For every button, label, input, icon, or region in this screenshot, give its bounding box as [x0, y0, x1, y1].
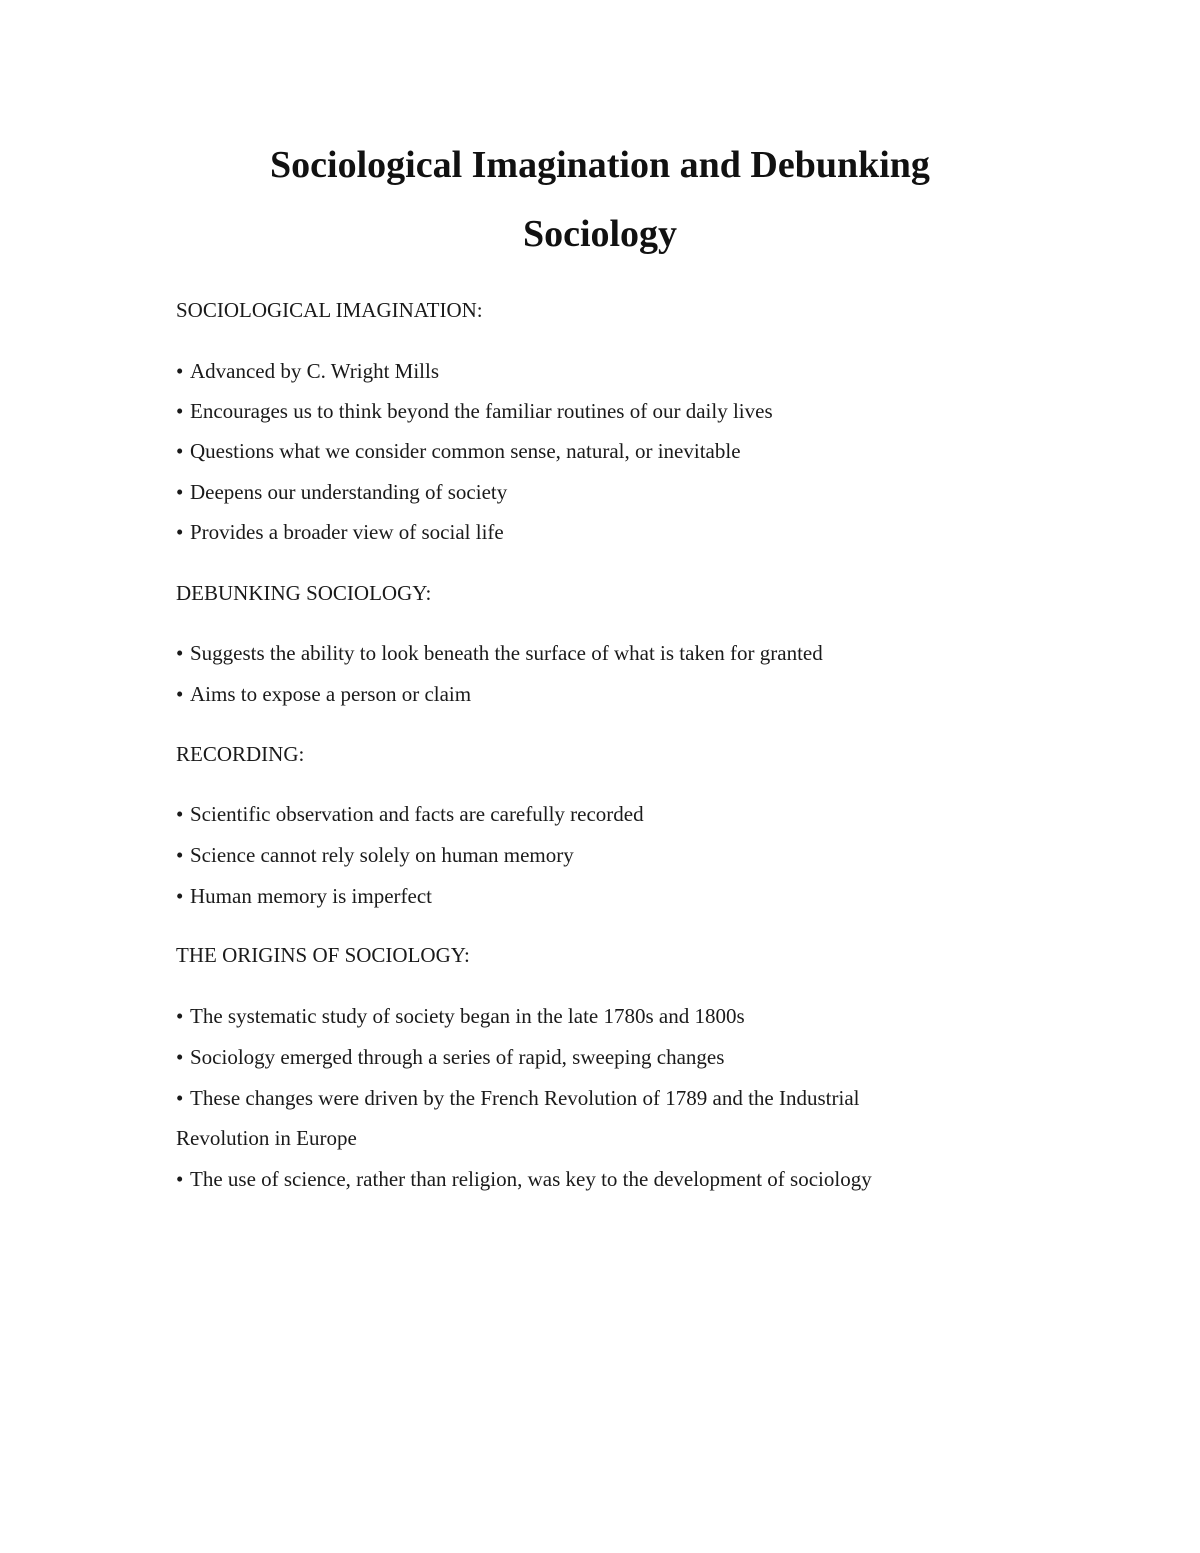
bullet-icon: •: [176, 682, 184, 706]
bullet-text: The use of science, rather than religion, was key to the development of sociology: [190, 1167, 872, 1191]
bullet-icon: •: [176, 884, 184, 908]
bullet-text: Deepens our understanding of society: [190, 480, 508, 504]
bullet-text: The systematic study of society began in the late 1780s and 1800s: [190, 1004, 745, 1028]
bullet-icon: •: [176, 359, 184, 383]
bullet-item: [176, 1043, 724, 1071]
bullet-icon: •: [176, 843, 184, 867]
bullet-text: Revolution in Europe: [176, 1126, 357, 1150]
bullet-text: Human memory is imperfect: [190, 884, 433, 908]
bullet-item: [176, 800, 644, 828]
bullet-icon: •: [176, 1004, 184, 1028]
bullet-icon: •: [176, 399, 184, 423]
bullet-text: Suggests the ability to look beneath the surface of what is taken for granted: [190, 641, 823, 665]
document-title-line-2: Sociology: [522, 213, 678, 255]
bullet-icon: •: [176, 1086, 184, 1110]
bullet-item: [176, 1002, 745, 1030]
document-title-line-1: Sociological Imagination and Debunking: [270, 144, 930, 186]
bullet-icon: •: [176, 520, 184, 544]
bullet-text: Sociology emerged through a series of rapid, sweeping changes: [190, 1045, 725, 1069]
bullet-text: Encourages us to think beyond the familiar routines of our daily lives: [190, 399, 773, 423]
bullet-icon: •: [176, 1167, 184, 1191]
bullet-item: [176, 1084, 859, 1112]
bullet-item: [176, 357, 439, 385]
bullet-text: Science cannot rely solely on human memory: [190, 843, 574, 867]
section-heading-recording: RECORDING:: [176, 742, 305, 766]
bullet-item: [176, 882, 432, 910]
bullet-icon: •: [176, 802, 184, 826]
bullet-icon: •: [176, 641, 184, 665]
bullet-icon: •: [176, 439, 184, 463]
bullet-item-continuation: [176, 1124, 357, 1152]
bullet-text: Questions what we consider common sense, natural, or inevitable: [190, 439, 741, 463]
bullet-icon: •: [176, 480, 184, 504]
bullet-text: Scientific observation and facts are carefully recorded: [190, 802, 644, 826]
bullet-item: [176, 518, 504, 546]
section-heading-sociological-imagination: SOCIOLOGICAL IMAGINATION:: [176, 298, 483, 322]
bullet-text: Advanced by C. Wright Mills: [190, 359, 439, 383]
bullet-item: [176, 1165, 872, 1193]
bullet-icon: •: [176, 1045, 184, 1069]
bullet-text: Aims to expose a person or claim: [190, 682, 472, 706]
bullet-item: [176, 478, 507, 506]
bullet-text: Provides a broader view of social life: [190, 520, 504, 544]
bullet-text: These changes were driven by the French Revolution of 1789 and the Industrial: [190, 1086, 860, 1110]
bullet-item: [176, 680, 471, 708]
section-heading-origins-of-sociology: THE ORIGINS OF SOCIOLOGY:: [176, 943, 470, 967]
bullet-item: [176, 841, 574, 869]
bullet-item: [176, 639, 823, 667]
section-heading-debunking-sociology: DEBUNKING SOCIOLOGY:: [176, 581, 432, 605]
bullet-item: [176, 397, 773, 425]
bullet-item: [176, 437, 741, 465]
